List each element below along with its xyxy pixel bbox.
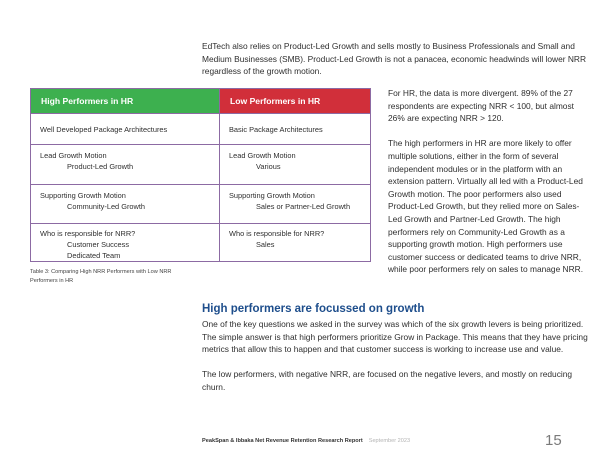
side-paragraph-2: The high performers in HR are more likely to offer multiple solutions, either in the form of several independent modules or in the platform with an extension pattern. Virtually all led with a Product-Led Growth motion. The poor performers also used Product-Led Growth, but they relied more on Sales-Led Growth and Partner-Led Growth. The high performers rely on Community-Led Growth as a supporting growth motion. High performers use customer success or dedicated teams to drive NRR, while poor performers rely on sales to manage NRR. [388,138,584,275]
cell-label: Basic Package Architectures [229,124,323,134]
high-performers-header: High Performers in HR [31,89,220,114]
table-row [31,145,371,185]
cell-label: Lead Growth Motion [40,151,107,160]
cell-label: Who is responsible for NRR? [40,229,136,238]
table-cell-high [31,185,220,224]
table-cell-low [220,224,371,262]
intro-paragraph [202,40,594,78]
table-cell-high [31,145,220,185]
growth-section [202,302,594,394]
intro-text: EdTech also relies on Product-Led Growth and sells mostly to Business Professionals and Small and Medium Businesses (SMB). Product-Led Growth is not a panacea, economic headwinds will lower NRR regardless of the growth motion. [202,41,587,77]
comparison-table [30,88,371,262]
table-header-row [31,89,371,114]
table-row [31,185,371,224]
table-cell-low [220,185,371,224]
side-paragraph-1: For HR, the data is more divergent. 89% of the 27 respondents are expecting NRR < 100, but almost 26% are expecting NRR > 120. [388,88,574,124]
table-cell-low [220,114,371,145]
table-cell-high [31,114,220,145]
cell-label: Supporting Growth Motion [40,191,126,200]
cell-label: Who is responsible for NRR? [229,229,325,238]
section-heading: High performers are focussed on growth [202,303,425,315]
footer-date: September 2023 [368,438,411,444]
cell-value: Customer Success [67,240,130,249]
table-row [31,114,371,145]
low-performers-header: Low Performers in HR [220,89,371,114]
cell-value: Product-Led Growth [67,162,134,171]
cell-value: Dedicated Team [67,251,121,260]
footer-title: PeakSpan & Ibbaka Net Revenue Retention Research Report [202,438,363,444]
section-paragraph-2: The low performers, with negative NRR, are focused on the negative levers, and mostly on reducing churn. [202,369,573,392]
table-cell-low [220,145,371,185]
cell-value: Community-Led Growth [67,202,146,211]
section-paragraph-1: One of the key questions we asked in the survey was which of the six growth levers is being prioritized. The simple answer is that high performers prioritize Grow in Package. This means that they have pricing metrics that allow this to happen and that customer success is working to increase use and value. [202,319,588,355]
table-cell-high [31,224,220,262]
cell-value: Sales [256,240,275,249]
page-number: 15 [545,432,562,449]
cell-label: Lead Growth Motion [229,151,296,160]
table-caption: Table 3: Comparing High NRR Performers with Low NRR Performers in HR [30,269,172,284]
footer [202,438,410,444]
cell-value: Sales or Partner-Led Growth [256,202,351,211]
side-column [388,87,593,276]
cell-value: Various [256,162,281,171]
cell-label: Well Developed Package Architectures [40,124,168,134]
table-row [31,224,371,262]
cell-label: Supporting Growth Motion [229,191,315,200]
